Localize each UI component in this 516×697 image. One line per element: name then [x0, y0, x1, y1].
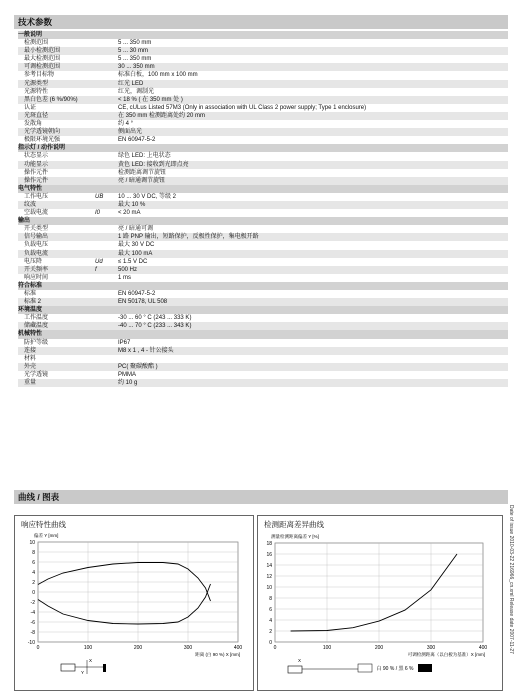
- response-curve-title: 响应特性曲线: [21, 520, 66, 529]
- spec-row: [18, 120, 508, 128]
- sensor-icon: [288, 666, 302, 673]
- distance-deviation-chart: [258, 516, 504, 692]
- x-marker: X: [298, 658, 302, 663]
- spec-row: [18, 355, 508, 363]
- spec-row: [18, 169, 508, 177]
- spec-symbol: I0: [95, 210, 101, 217]
- spec-row: [18, 233, 508, 241]
- spec-row: [18, 104, 508, 112]
- spec-group-heading: [18, 31, 508, 39]
- y-tick-label: 12: [266, 574, 272, 580]
- spec-label: 重量: [24, 380, 37, 387]
- spec-label: 光学透镜: [24, 371, 49, 378]
- x-tick-label: 100: [83, 645, 93, 651]
- spec-group-heading: [18, 217, 508, 225]
- spec-value: CE, cULus Listed 57M3 (Only in association with UL Class 2 power supply; Type 1 enclosure): [118, 104, 367, 111]
- spec-label: 环境温度: [18, 307, 43, 314]
- spec-row: [18, 225, 508, 233]
- spec-symbol: f: [95, 266, 97, 273]
- spec-symbol: Ud: [95, 258, 103, 265]
- y-axis-label: 偏差 Y [mm]: [34, 533, 59, 538]
- y-tick-label: -10: [27, 640, 35, 646]
- distance-deviation-title: 检测距离差异曲线: [264, 520, 324, 529]
- y-tick-label: 18: [266, 541, 272, 547]
- spec-row: [18, 193, 508, 201]
- spec-label: 开关频率: [24, 266, 49, 273]
- legend-black-swatch: [418, 664, 432, 672]
- spec-label: 防护等级: [24, 339, 49, 346]
- x-tick-label: 0: [36, 645, 40, 651]
- spec-label: 认证: [24, 104, 37, 111]
- spec-value: 1 路 PNP 输出，短路保护，反极性保护，集电极开路: [118, 234, 259, 241]
- spec-row: [18, 177, 508, 185]
- spec-row: [18, 39, 508, 47]
- y-tick-label: 6: [269, 607, 272, 613]
- spec-row: [18, 152, 508, 160]
- spec-label: 极限环境光强: [24, 137, 61, 144]
- spec-value: 在 350 mm 检测距离处约 20 mm: [118, 112, 206, 119]
- spec-label: 操作元件: [24, 177, 49, 184]
- spec-table: [18, 31, 508, 387]
- spec-row: [18, 250, 508, 258]
- spec-label: 材料: [24, 355, 37, 362]
- spec-label: 空载电流: [24, 210, 49, 217]
- response-curve-panel: [14, 515, 254, 691]
- spec-label: 开关类型: [24, 226, 49, 233]
- y-marker: Y: [81, 670, 85, 675]
- y-tick-label: 0: [269, 640, 272, 646]
- distance-deviation-panel: [257, 515, 503, 691]
- y-tick-label: 10: [29, 540, 35, 546]
- x-tick-label: 100: [322, 645, 332, 651]
- spec-row: [18, 71, 508, 79]
- y-tick-label: -4: [30, 610, 35, 616]
- spec-group-heading: [18, 185, 508, 193]
- y-tick-label: 10: [266, 585, 272, 591]
- spec-value: 亮 / 暗通调节旋钮: [118, 177, 166, 184]
- spec-row: [18, 241, 508, 249]
- spec-label: 黑白色差 (6 %/90%): [24, 96, 78, 103]
- spec-row: [18, 88, 508, 96]
- spec-label: 电压降: [24, 258, 43, 265]
- spec-label: 参考目标物: [24, 72, 55, 79]
- y-tick-label: 8: [269, 596, 272, 602]
- x-tick-label: 200: [133, 645, 143, 651]
- x-tick-label: 400: [478, 645, 488, 651]
- spec-value: ≤ 1.5 V DC: [118, 258, 148, 265]
- spec-value: 30 ... 350 mm: [118, 64, 155, 71]
- spec-row: [18, 290, 508, 298]
- legend-white-swatch: [358, 664, 372, 672]
- spec-label: 信号输出: [24, 234, 49, 241]
- spec-value: IP67: [118, 339, 131, 346]
- spec-row: [18, 371, 508, 379]
- y-tick-label: 16: [266, 552, 272, 558]
- spec-value: 500 Hz: [118, 266, 138, 273]
- spec-row: [18, 112, 508, 120]
- spec-value: PC( 聚碳酸酯 ): [118, 363, 158, 370]
- y-tick-label: 8: [32, 550, 35, 556]
- target-icon: [103, 664, 106, 672]
- series-line: [38, 563, 211, 602]
- spec-label: 工作电压: [24, 193, 49, 200]
- spec-value: 约 4 °: [118, 121, 134, 128]
- spec-row: [18, 80, 508, 88]
- spec-value: 5 ... 350 mm: [118, 56, 152, 63]
- y-tick-label: -8: [30, 630, 35, 636]
- side-issue-text: Date of issue 2010-03-22 216966_cn.xml Release date 2007-11-27: [508, 505, 514, 654]
- spec-label: 输出: [18, 218, 31, 225]
- spec-row: [18, 63, 508, 71]
- spec-label: 负载电流: [24, 250, 49, 257]
- spec-group-heading: [18, 330, 508, 338]
- spec-value: -40 ... 70 ° C (233 ... 343 K): [118, 323, 192, 330]
- spec-label: 发散角: [24, 121, 43, 128]
- spec-row: [18, 201, 508, 209]
- spec-label: 储藏温度: [24, 323, 49, 330]
- spec-value: 标准白板，100 mm x 100 mm: [118, 72, 198, 79]
- spec-row: [18, 322, 508, 330]
- spec-row: [18, 363, 508, 371]
- spec-section-header: 技术参数: [14, 15, 508, 29]
- spec-row: [18, 128, 508, 136]
- spec-row: [18, 379, 508, 387]
- spec-value: M8 x 1 , 4 - 针公接头: [118, 347, 174, 354]
- spec-value: PMMA: [118, 371, 136, 378]
- spec-value: 绿色 LED: 上电状态: [118, 153, 171, 160]
- spec-label: 符合标准: [18, 282, 43, 289]
- y-tick-label: 6: [32, 560, 35, 566]
- spec-label: 标准: [24, 291, 37, 297]
- spec-value: 检测距离调节旋钮: [118, 169, 167, 176]
- spec-label: 操作元件: [24, 169, 49, 176]
- response-curve-chart: [15, 516, 255, 692]
- spec-symbol: UB: [95, 193, 104, 200]
- spec-row: [18, 136, 508, 144]
- y-tick-label: 2: [269, 629, 272, 635]
- series-line: [38, 584, 211, 624]
- spec-value: 最大 30 V DC: [118, 242, 155, 249]
- x-tick-label: 400: [233, 645, 243, 651]
- spec-label: 光源类型: [24, 80, 49, 87]
- y-axis-label: 测量检测距离偏差 Y [%]: [271, 534, 319, 539]
- spec-value: 黄色 LED: 接收到光即点亮: [118, 161, 189, 168]
- x-axis-label: 可调检测距离（以白板为基准）X [mm]: [407, 652, 485, 657]
- spec-row: [18, 266, 508, 274]
- spec-value: EN 60947-5-2: [118, 137, 156, 144]
- spec-row: [18, 161, 508, 169]
- spec-value: 亮 / 暗通可调: [118, 226, 154, 233]
- spec-label: 指示灯 / 动作说明: [18, 145, 66, 152]
- spec-value: EN 60947-5-2: [118, 291, 156, 297]
- spec-value: 10 ... 30 V DC, 等级 2: [118, 193, 177, 200]
- y-tick-label: 4: [269, 618, 272, 624]
- spec-row: [18, 347, 508, 355]
- x-tick-label: 300: [183, 645, 193, 651]
- sensor-icon: [61, 664, 75, 671]
- spec-value: -30 ... 60 ° C (243 ... 333 K): [118, 315, 192, 322]
- spec-value: 红光，调制光: [118, 88, 155, 95]
- spec-value: 侧面出光: [118, 129, 143, 136]
- y-tick-label: -2: [30, 600, 35, 606]
- spec-label: 标准 2: [24, 299, 42, 306]
- y-tick-label: 4: [32, 570, 35, 576]
- spec-value: 最大 100 mA: [118, 250, 153, 257]
- spec-row: [18, 55, 508, 63]
- spec-value: 最大 10 %: [118, 201, 146, 208]
- spec-label: 光斑直径: [24, 112, 49, 119]
- x-marker: X: [89, 658, 93, 663]
- spec-value: 约 10 g: [118, 380, 138, 387]
- spec-label: 连接: [24, 347, 37, 354]
- spec-row: [18, 298, 508, 306]
- spec-row: [18, 96, 508, 104]
- y-tick-label: 14: [266, 563, 272, 569]
- spec-value: < 18 % ( 在 350 mm 处 ): [118, 96, 183, 103]
- spec-value: < 20 mA: [118, 210, 141, 217]
- spec-label: 电气特性: [18, 185, 43, 192]
- spec-label: 最小检测范围: [24, 48, 61, 55]
- y-tick-label: 2: [32, 580, 35, 586]
- spec-row: [18, 209, 508, 217]
- spec-label: 光学透镜朝向: [24, 129, 61, 136]
- spec-label: 功能显示: [24, 161, 49, 168]
- x-axis-label: 距离 (白 90 %) X [mm]: [195, 652, 240, 657]
- spec-row: [18, 314, 508, 322]
- series-line: [291, 554, 457, 631]
- spec-label: 最大检测范围: [24, 56, 61, 63]
- spec-row: [18, 258, 508, 266]
- spec-label: 响应时间: [24, 274, 49, 281]
- spec-label: 负载电压: [24, 242, 49, 249]
- spec-group-heading: [18, 144, 508, 152]
- spec-row: [18, 47, 508, 55]
- spec-label: 检测范围: [24, 40, 49, 47]
- spec-value: EN 50178, UL 508: [118, 299, 168, 306]
- spec-label: 工作温度: [24, 315, 49, 322]
- spec-row: [18, 274, 508, 282]
- spec-label: 一般说明: [18, 32, 43, 38]
- spec-group-heading: [18, 282, 508, 290]
- x-tick-label: 300: [426, 645, 436, 651]
- y-tick-label: -6: [30, 620, 35, 626]
- x-tick-label: 0: [273, 645, 277, 651]
- spec-label: 纹波: [24, 201, 37, 208]
- spec-label: 光源特性: [24, 88, 49, 95]
- spec-value: 1 ms: [118, 274, 132, 281]
- y-tick-label: 0: [32, 590, 35, 596]
- spec-group-heading: [18, 306, 508, 314]
- spec-label: 外壳: [24, 363, 37, 370]
- spec-label: 可调检测范围: [24, 64, 61, 71]
- curves-section-header: 曲线 / 图表: [14, 490, 508, 504]
- legend-label: 白 90 % / 黑 6 %: [376, 666, 414, 672]
- spec-value: 红光 LED: [118, 80, 144, 87]
- spec-label: 状态显示: [24, 153, 49, 160]
- spec-value: 5 ... 350 mm: [118, 40, 152, 47]
- spec-label: 机械特性: [18, 331, 43, 338]
- x-tick-label: 200: [374, 645, 384, 651]
- spec-row: [18, 339, 508, 347]
- spec-value: 5 ... 30 mm: [118, 48, 149, 55]
